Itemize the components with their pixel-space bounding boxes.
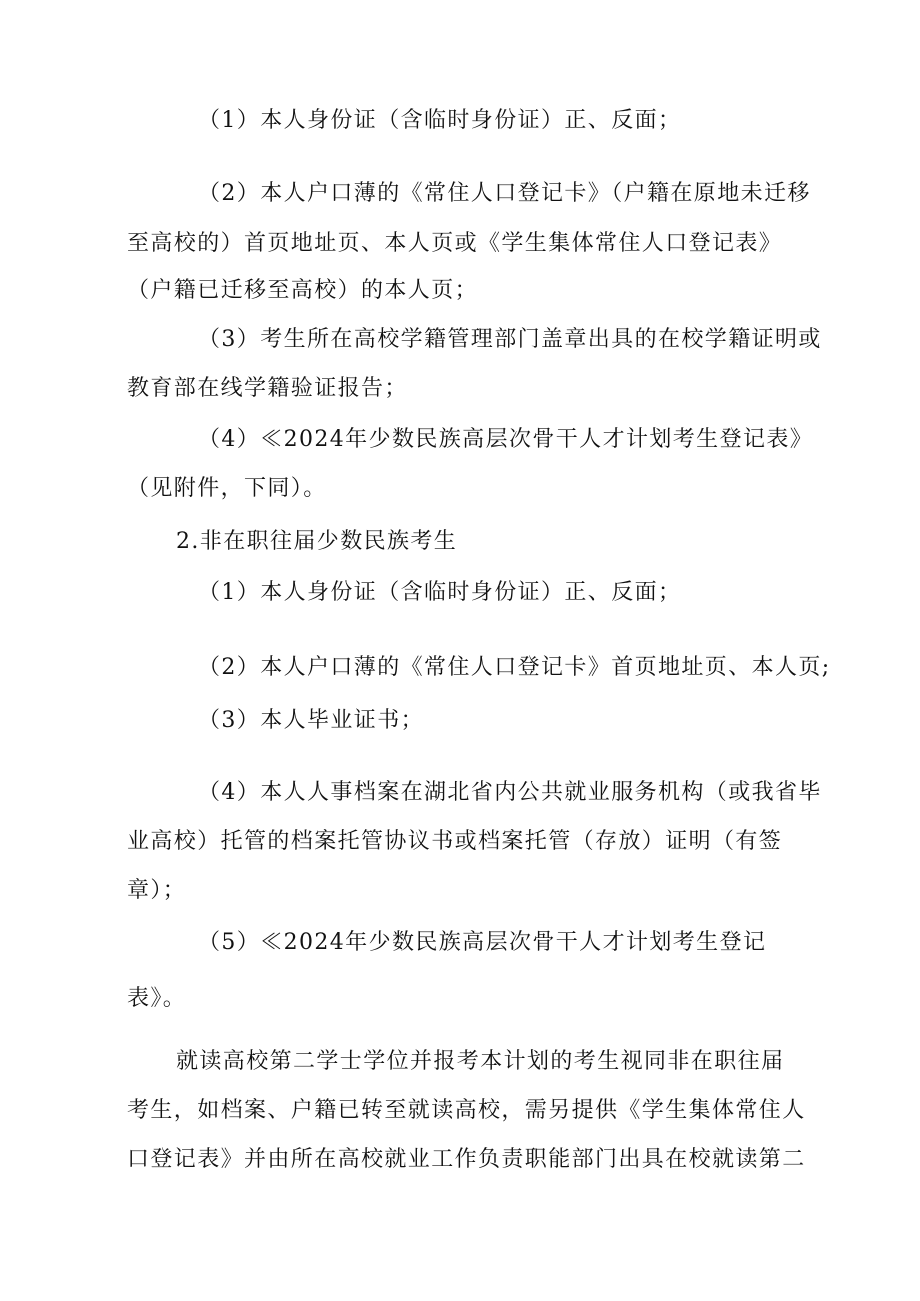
paragraph-line: （1）本人身份证（含临时身份证）正、反面； xyxy=(198,580,682,605)
paragraph-line: 至高校的）首页地址页、本人页或《学生集体常住人口登记表》 xyxy=(127,231,783,256)
paragraph-line: （见附件，下同）。 xyxy=(127,476,327,501)
paragraph-line: 就读高校第二学士学位并报考本计划的考生视同非在职往届 xyxy=(176,1049,785,1074)
paragraph-line: 教育部在线学籍验证报告； xyxy=(127,376,408,401)
paragraph-line: （1）本人身份证（含临时身份证）正、反面； xyxy=(198,108,682,133)
section-heading: 2.非在职往届少数民族考生 xyxy=(176,529,458,554)
paragraph-line: （3）考生所在高校学籍管理部门盖章出具的在校学籍证明或 xyxy=(198,327,822,352)
paragraph-line: 章）； xyxy=(127,878,187,903)
paragraph-line: 口登记表》并由所在高校就业工作负责职能部门出具在校就读第二 xyxy=(127,1147,806,1172)
paragraph-line: 考生，如档案、户籍已转至就读高校，需另提供《学生集体常住人 xyxy=(127,1098,806,1123)
paragraph-line: （户籍已迁移至高校）的本人页； xyxy=(127,278,479,303)
paragraph-line: 表》。 xyxy=(127,986,187,1011)
paragraph-line: （4）≪2024年少数民族高层次骨干人才计划考生登记表》 xyxy=(198,427,814,452)
paragraph-line: 业高校）托管的档案托管协议书或档案托管（存放）证明（有签 xyxy=(127,829,783,854)
paragraph-line: （2）本人户口薄的《常住人口登记卡》（户籍在原地未迁移 xyxy=(198,181,811,206)
paragraph-line: （2）本人户口薄的《常住人口登记卡》首页地址页、本人页; xyxy=(198,655,831,680)
paragraph-line: （4）本人人事档案在湖北省内公共就业服务机构（或我省毕 xyxy=(198,780,822,805)
paragraph-line: （5）≪2024年少数民族高层次骨干人才计划考生登记 xyxy=(198,930,767,955)
paragraph-line: （3）本人毕业证书； xyxy=(198,708,424,733)
